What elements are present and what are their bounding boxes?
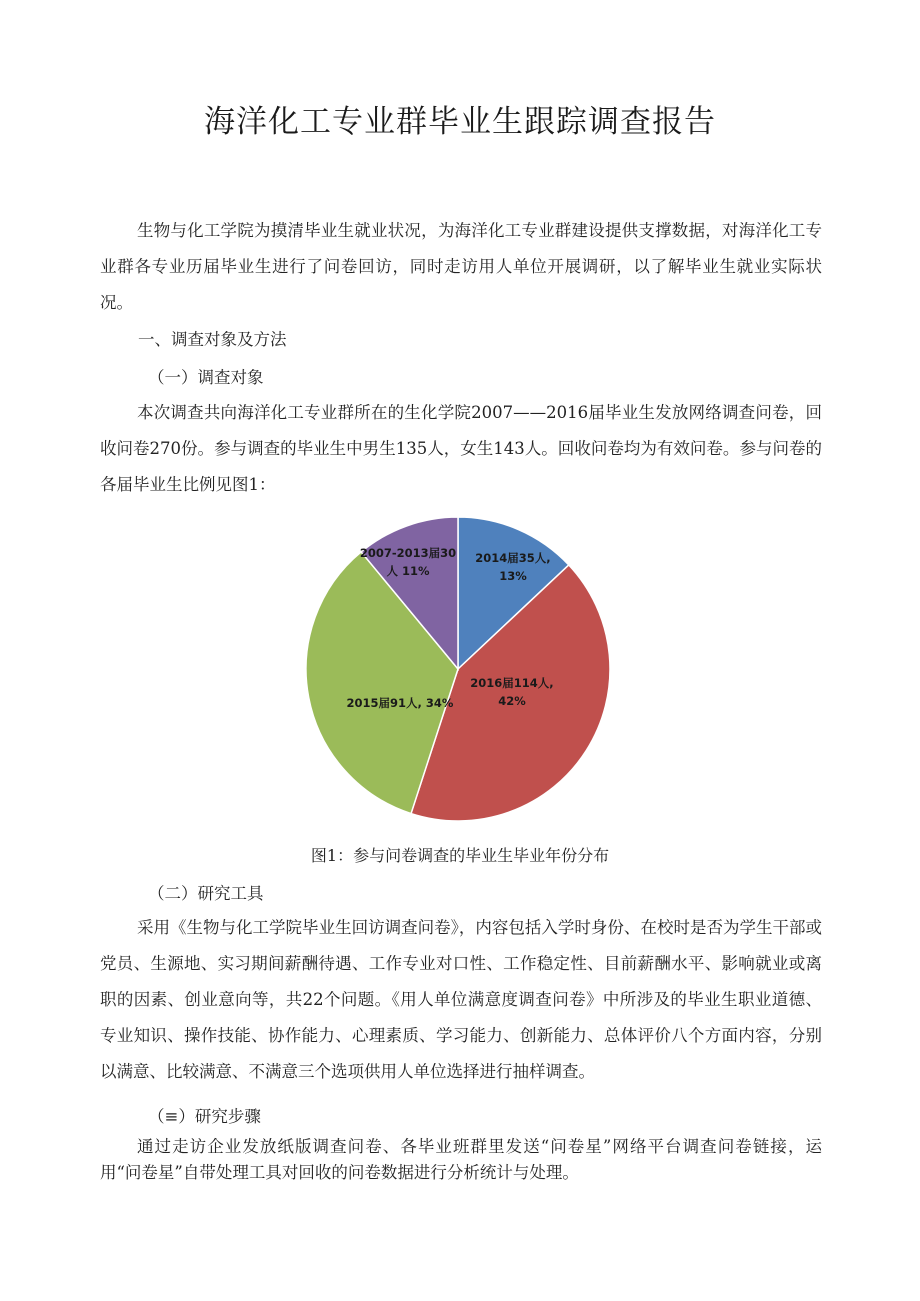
paragraph-survey-subjects: 本次调查共向海洋化工专业群所在的生化学院2007——2016届毕业生发放网络调查问卷，回收问卷270份。参与调查的毕业生中男生135人，女生143人。回收问卷均为有效问卷。参与问卷的各届毕业生比例见图1：	[100, 403, 822, 494]
subsection-heading-3: （≡）研究步骤	[148, 1107, 261, 1126]
pie-label: 2014届35人,	[475, 551, 551, 565]
pie-label: 人 11%	[386, 564, 430, 578]
subsection-heading-2: （二）研究工具	[148, 884, 264, 903]
pie-label: 13%	[499, 569, 527, 583]
figure-caption: 图1：参与问卷调查的毕业生毕业年份分布	[310, 846, 610, 865]
pie-chart	[290, 505, 630, 835]
pie-label: 2016届114人,	[470, 676, 554, 690]
paragraph-research-steps: 通过走访企业发放纸版调查问卷、各毕业班群里发送“问卷星”网络平台调查问卷链接，运用“问卷星”自带处理工具对回收的问卷数据进行分析统计与处理。	[100, 1137, 822, 1182]
paragraph-research-tools: 采用《生物与化工学院毕业生回访调查问卷》，内容包括入学时身份、在校时是否为学生干部或党员、生源地、实习期间薪酬待遇、工作专业对口性、工作稳定性、目前薪酬水平、影响就业或离职的因素、创业意向等，共22个问题。《用人单位满意度调查问卷》中所涉及的毕业生职业道德、专业知识、操作技能、协作能力、心理素质、学习能力、创新能力、总体评价八个方面内容，分别以满意、比较满意、不满意三个选项供用人单位选择进行抽样调查。	[100, 918, 822, 1081]
pie-label: 2015届91人, 34%	[346, 696, 454, 710]
section-heading-1: 一、调查对象及方法	[138, 330, 287, 349]
pie-label: 2007-2013届30	[359, 546, 457, 560]
subsection-heading-1: （一）调查对象	[148, 368, 264, 387]
pie-label: 42%	[498, 694, 526, 708]
intro-paragraph: 生物与化工学院为摸清毕业生就业状况，为海洋化工专业群建设提供支撑数据，对海洋化工专业群各专业历届毕业生进行了问卷回访，同时走访用人单位开展调研，以了解毕业生就业实际状况。	[100, 221, 822, 312]
page-title: 海洋化工专业群毕业生跟踪调查报告	[204, 104, 716, 140]
